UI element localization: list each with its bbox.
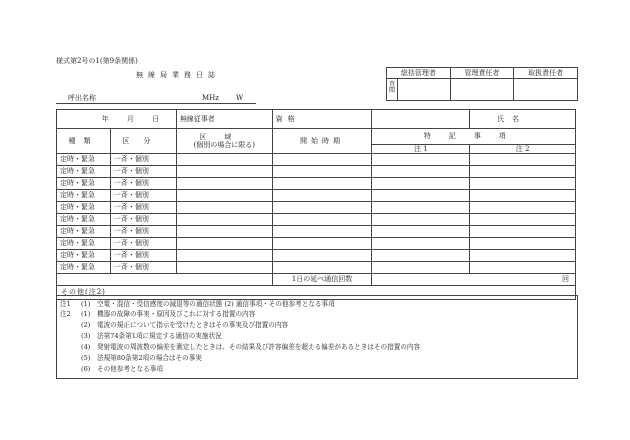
start-time-cell[interactable] [272, 238, 372, 250]
area-cell[interactable] [176, 250, 272, 262]
note2-cell[interactable] [470, 214, 576, 226]
note2-cell[interactable] [470, 202, 576, 214]
inspection-box [386, 78, 398, 101]
power-unit: W [236, 94, 244, 102]
document-title: 無線局業務日誌 [136, 71, 220, 79]
category-cell[interactable]: 一斉・個別 [110, 190, 176, 202]
note2-item-text: その他参考となる事項 [97, 365, 163, 373]
date-cell[interactable] [57, 110, 177, 129]
table-row [57, 238, 576, 250]
other-label: その他(注2) [61, 288, 106, 296]
area-cell[interactable] [176, 238, 272, 250]
callsign-label: 呼出名称 [68, 94, 96, 102]
note2-item-text: 法規第80条第2項の場合はその事実 [97, 354, 202, 362]
notes-box [56, 295, 578, 379]
table-row [57, 154, 576, 166]
note2-cell[interactable] [470, 166, 576, 178]
note2-heading: 注2 [60, 310, 71, 318]
category-cell[interactable]: 一斉・個別 [110, 154, 176, 166]
note2-item-num: (5) [81, 354, 91, 362]
note1-item-num: (1) [81, 300, 91, 308]
category-cell[interactable]: 一斉・個別 [110, 262, 176, 274]
type-cell[interactable]: 定時・緊急 [57, 250, 111, 262]
handler-header: 取扱責任者 [514, 68, 578, 79]
daily-count-row [57, 274, 576, 286]
manager-sign-box[interactable] [450, 79, 514, 101]
note1-cell[interactable] [372, 166, 470, 178]
qualification-cell [272, 110, 372, 129]
area-note: (個別の場合に限る) [193, 141, 255, 149]
category-header: 区分 [110, 129, 176, 154]
frequency-unit: MHz [202, 94, 219, 102]
note1-heading: 注1 [60, 300, 71, 308]
note2-item-text: 法第74条第1項に規定する通信の実施状況 [97, 332, 222, 340]
type-cell[interactable]: 定時・緊急 [57, 214, 111, 226]
operator-label: 無線従事者 [179, 114, 215, 123]
type-header: 種類 [57, 129, 111, 154]
type-cell[interactable]: 定時・緊急 [57, 190, 111, 202]
log-table [56, 109, 576, 300]
category-cell[interactable]: 一斉・個別 [110, 178, 176, 190]
manager-header: 管理責任者 [450, 68, 514, 79]
category-cell[interactable]: 一斉・個別 [110, 202, 176, 214]
note2-cell[interactable] [470, 190, 576, 202]
category-cell[interactable]: 一斉・個別 [110, 214, 176, 226]
note2-item-num: (3) [81, 332, 91, 340]
callsign-field[interactable] [56, 103, 256, 104]
approval-table [372, 67, 578, 101]
count-unit: 回 [562, 275, 569, 283]
table-row [57, 190, 576, 202]
note2-item-text: 電波の規正について指示を受けたときはその事実及び措置の内容 [97, 321, 289, 329]
area-cell[interactable] [176, 178, 272, 190]
name-cell[interactable] [470, 110, 576, 129]
day-label: 日 [152, 114, 160, 123]
form-number: 様式第2号の1(第9条関係) [56, 57, 138, 65]
note1-cell[interactable] [372, 226, 470, 238]
note2-cell[interactable] [470, 238, 576, 250]
area-cell[interactable] [176, 226, 272, 238]
table-row [57, 262, 576, 274]
year-label: 年 [101, 114, 109, 123]
handler-sign-box[interactable] [514, 79, 578, 101]
name-label: 氏名 [497, 114, 528, 123]
count-blank [57, 274, 273, 286]
month-label: 月 [126, 114, 134, 123]
area-cell[interactable] [176, 190, 272, 202]
type-cell[interactable]: 定時・緊急 [57, 226, 111, 238]
note1-cell[interactable] [372, 214, 470, 226]
remarks-header: 特記事項 [372, 129, 576, 145]
start-time-cell[interactable] [272, 154, 372, 166]
table-row [57, 250, 576, 262]
general-manager-header: 総括管理者 [387, 68, 451, 79]
type-cell[interactable]: 定時・緊急 [57, 178, 111, 190]
area-cell[interactable] [176, 214, 272, 226]
note2-item-num: (2) [81, 321, 91, 329]
note1-cell[interactable] [372, 202, 470, 214]
category-cell[interactable]: 一斉・個別 [110, 226, 176, 238]
note2-item-text: 発射電波の周波数の偏差を測定したときは、その結果及び許容偏差を超える偏差があるときはその措置の内容 [97, 343, 421, 351]
area-cell[interactable] [176, 166, 272, 178]
note1-header: 注 1 [372, 145, 470, 154]
note2-item-text: 機器の故障の事実・原因及びこれに対する措置の内容 [97, 310, 256, 318]
note1-cell[interactable] [372, 154, 470, 166]
start-time-cell[interactable] [272, 178, 372, 190]
start-time-cell[interactable] [272, 166, 372, 178]
category-cell[interactable]: 一斉・個別 [110, 238, 176, 250]
start-time-cell[interactable] [272, 226, 372, 238]
note2-cell[interactable] [470, 250, 576, 262]
inspection-label: 査閲 [388, 81, 395, 95]
table-row [57, 178, 576, 190]
note1-item-text: 空電・混信・受信感度の減退等の通信状態 (2) 通信事項・その他参考となる事項 [97, 300, 335, 308]
qualification-value[interactable] [372, 110, 470, 129]
start-time-cell[interactable] [272, 262, 372, 274]
note1-cell[interactable] [372, 178, 470, 190]
table-row [57, 166, 576, 178]
start-time-cell[interactable] [272, 190, 372, 202]
note2-item-num: (6) [81, 365, 91, 373]
daily-count-label: 1日の延べ通信回数 [272, 274, 372, 286]
note2-cell[interactable] [470, 178, 576, 190]
start-time-cell[interactable] [272, 202, 372, 214]
area-header [176, 129, 272, 154]
table-row [57, 202, 576, 214]
note1-cell[interactable] [372, 238, 470, 250]
start-time-header: 開始時期 [272, 129, 372, 154]
note2-cell[interactable] [470, 226, 576, 238]
area-cell[interactable] [176, 154, 272, 166]
note2-cell[interactable] [470, 154, 576, 166]
table-row [57, 214, 576, 226]
start-time-cell[interactable] [272, 214, 372, 226]
type-cell[interactable]: 定時・緊急 [57, 262, 111, 274]
type-cell[interactable]: 定時・緊急 [57, 238, 111, 250]
type-cell[interactable]: 定時・緊急 [57, 202, 111, 214]
note2-cell[interactable] [470, 262, 576, 274]
daily-count-field[interactable] [372, 274, 576, 286]
type-cell[interactable]: 定時・緊急 [57, 166, 111, 178]
note2-item-num: (1) [81, 310, 91, 318]
note1-cell[interactable] [372, 250, 470, 262]
area-cell[interactable] [176, 262, 272, 274]
start-time-cell[interactable] [272, 250, 372, 262]
note2-header: 注 2 [470, 145, 576, 154]
category-cell[interactable]: 一斉・個別 [110, 250, 176, 262]
note2-item-num: (4) [81, 343, 91, 351]
table-row [57, 226, 576, 238]
qualification-label: 資格 [275, 114, 300, 123]
operator-cell [176, 110, 272, 129]
category-cell[interactable]: 一斉・個別 [110, 166, 176, 178]
area-cell[interactable] [176, 202, 272, 214]
note1-cell[interactable] [372, 190, 470, 202]
type-cell[interactable]: 定時・緊急 [57, 154, 111, 166]
note1-cell[interactable] [372, 262, 470, 274]
area-label: 区域 [199, 132, 250, 141]
